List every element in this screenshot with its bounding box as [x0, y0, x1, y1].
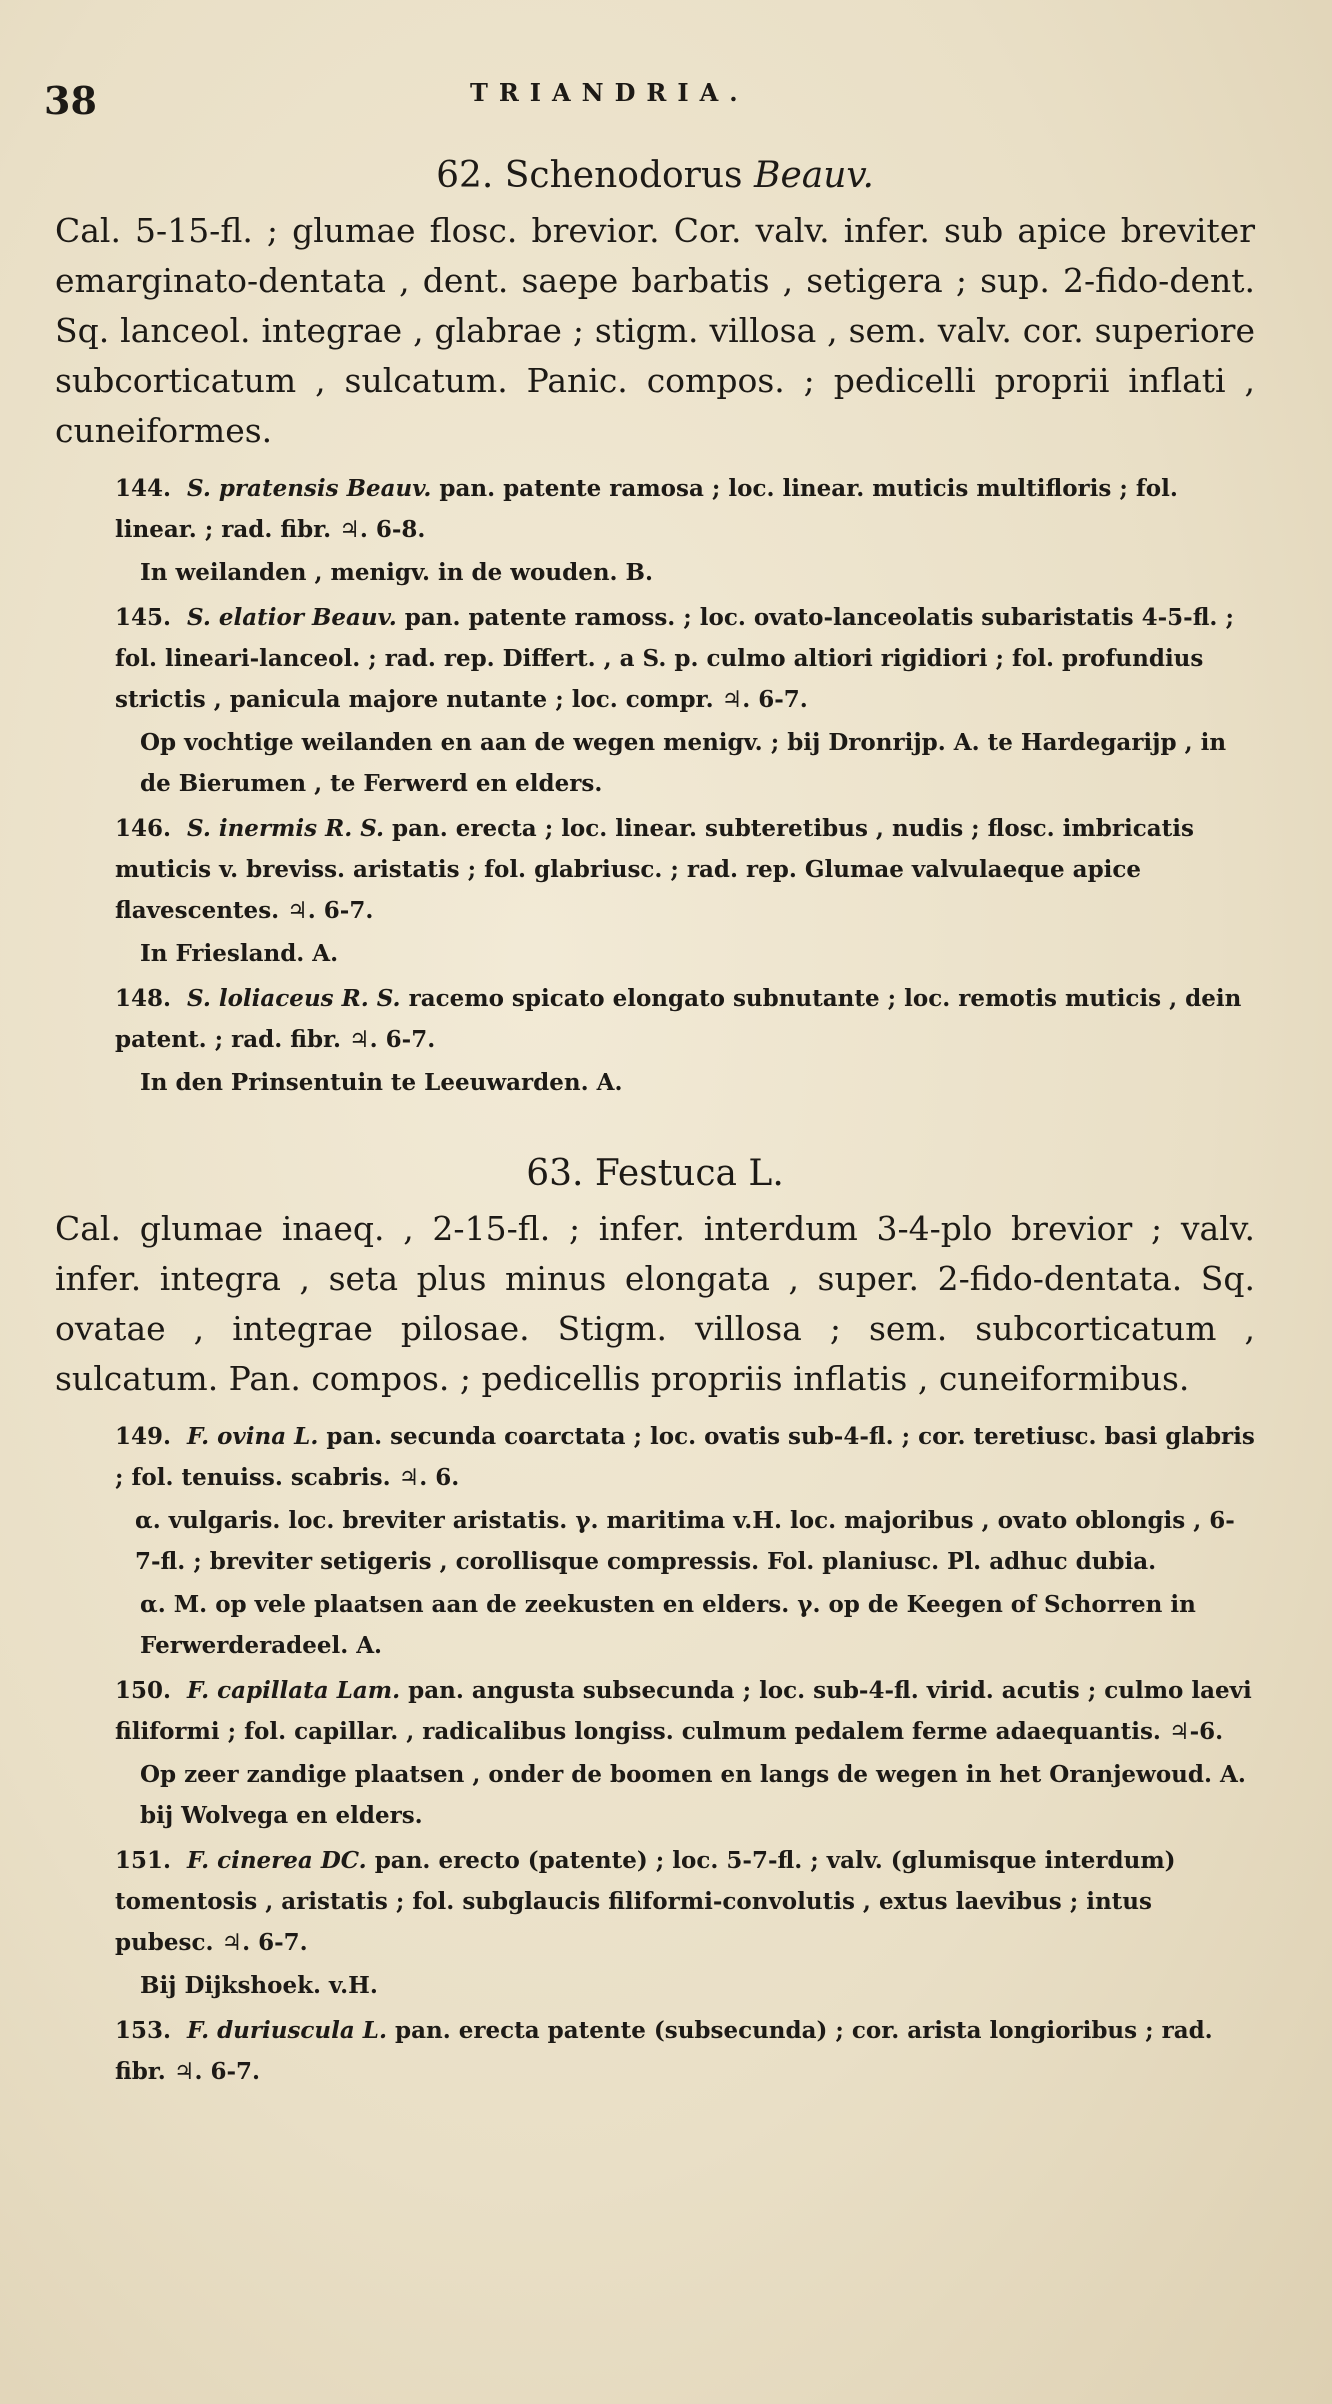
species-entry — [115, 1416, 1255, 1498]
species-number: 149. — [115, 1423, 172, 1450]
species-entry — [115, 978, 1255, 1060]
species-number: 145. — [115, 604, 172, 631]
genus-heading-author: Beauv. — [754, 155, 874, 196]
species-text: pan. erecta patente (subsecunda) ; cor. arista longioribus ; rad. fibr. ♃. 6-7. — [115, 2017, 1213, 2085]
species-text: pan. erecto (patente) ; loc. 5-7-fl. ; valv. (glumisque interdum) tomentosis , aristatis ; fol. subglaucis filiformi-convolutis , extus laevibus ; intus pubesc. ♃. 6-7. — [115, 1847, 1176, 1956]
genus-description: Cal. 5-15-fl. ; glumae flosc. brevior. Cor. valv. infer. sub apice breviter emarginato-dentata , dent. saepe barbatis , setigera ; sup. 2-fido-dent. Sq. lanceol. integrae , glabrae ; stigm. villosa , sem. valv. cor. superiore subcorticatum , sulcatum. Panic. compos. ; pedicelli proprii inflati , cuneiformes. — [55, 211, 1255, 450]
genus-heading — [55, 155, 1255, 196]
variety-line: α. vulgaris. loc. breviter aristatis. γ. maritima v.H. loc. majoribus , ovato oblongis , 6-7-fl. ; breviter setigeris , corollisque compressis. Fol. planiusc. Pl. adhuc dubia. — [135, 1507, 1235, 1575]
species-text: pan. patente ramoss. ; loc. ovato-lanceolatis subaristatis 4-5-fl. ; fol. lineari-lanceol. ; rad. rep. Differt. , a S. p. culmo altiori rigidiori ; fol. profundius strictis , panicula majore nutante ; loc. compr. ♃. 6-7. — [115, 604, 1234, 713]
species-name: F. duriuscula L. — [187, 2017, 387, 2044]
species-note: In weilanden , menigv. in de wouden. B. — [140, 559, 654, 586]
genus-heading — [55, 1153, 1255, 1194]
species-name: F. ovina L. — [187, 1423, 319, 1450]
species-note: α. M. op vele plaatsen aan de zeekusten en elders. γ. op de Keegen of Schorren in Ferwerderadeel. A. — [140, 1591, 1196, 1659]
species-name: S. loliaceus R. S. — [187, 985, 401, 1012]
species-name: F. capillata Lam. — [187, 1677, 401, 1704]
species-name: S. pratensis Beauv. — [187, 475, 432, 502]
species-text: pan. erecta ; loc. linear. subteretibus , nudis ; flosc. imbricatis muticis v. breviss. aristatis ; fol. glabriusc. ; rad. rep. Glumae valvulaeque apice flavescentes. ♃. 6-7. — [115, 815, 1194, 924]
species-entry — [115, 597, 1255, 720]
species-entry — [115, 468, 1255, 550]
genus-heading-number: 62. Schenodorus — [436, 155, 743, 196]
page-number: 38 — [44, 78, 97, 123]
species-name: S. elatior Beauv. — [187, 604, 397, 631]
species-text: racemo spicato elongato subnutante ; loc. remotis muticis , dein patent. ; rad. fibr. ♃. 6-7. — [115, 985, 1242, 1053]
species-text: pan. secunda coarctata ; loc. ovatis sub-4-fl. ; cor. teretiusc. basi glabris ; fol. tenuiss. scabris. ♃. 6. — [115, 1423, 1255, 1491]
species-number: 153. — [115, 2017, 172, 2044]
species-entry — [115, 1840, 1255, 1963]
species-note: Op vochtige weilanden en aan de wegen menigv. ; bij Dronrijp. A. te Hardegarijp , in de Bierumen , te Ferwerd en elders. — [140, 729, 1227, 797]
species-name: S. inermis R. S. — [187, 815, 385, 842]
species-text: pan. patente ramosa ; loc. linear. muticis multifloris ; fol. linear. ; rad. fibr. ♃. 6-8. — [115, 475, 1178, 543]
species-name: F. cinerea DC. — [187, 1847, 367, 1874]
species-text: pan. angusta subsecunda ; loc. sub-4-fl. virid. acutis ; culmo laevi filiformi ; fol. capillar. , radicalibus longiss. culmum pedalem ferme adaequantis. ♃-6. — [115, 1677, 1252, 1745]
genus-description: Cal. glumae inaeq. , 2-15-fl. ; infer. interdum 3-4-plo brevior ; valv. infer. integra , seta plus minus elongata , super. 2-fido-dentata. Sq. ovatae , integrae pilosae. Stigm. villosa ; sem. subcorticatum , sulcatum. Pan. compos. ; pedicellis propriis inflatis , cuneiformibus. — [55, 1209, 1255, 1398]
species-entry — [115, 1670, 1255, 1752]
species-entry — [115, 808, 1255, 931]
section-spacer — [55, 1107, 1255, 1153]
species-note: Bij Dijkshoek. v.H. — [140, 1972, 378, 1999]
species-number: 144. — [115, 475, 172, 502]
species-number: 148. — [115, 985, 172, 1012]
genus-heading-number: 63. Festuca L. — [526, 1153, 784, 1194]
species-note: In den Prinsentuin te Leeuwarden. A. — [140, 1069, 623, 1096]
species-number: 150. — [115, 1677, 172, 1704]
running-head: TRIANDRIA. — [470, 78, 749, 107]
species-number: 151. — [115, 1847, 172, 1874]
species-note: Op zeer zandige plaatsen , onder de boomen en langs de wegen in het Oranjewoud. A. bij Wolvega en elders. — [140, 1761, 1246, 1829]
species-number: 146. — [115, 815, 172, 842]
species-entry — [115, 2010, 1255, 2092]
page-content — [55, 155, 1255, 2094]
species-note: In Friesland. A. — [140, 940, 339, 967]
